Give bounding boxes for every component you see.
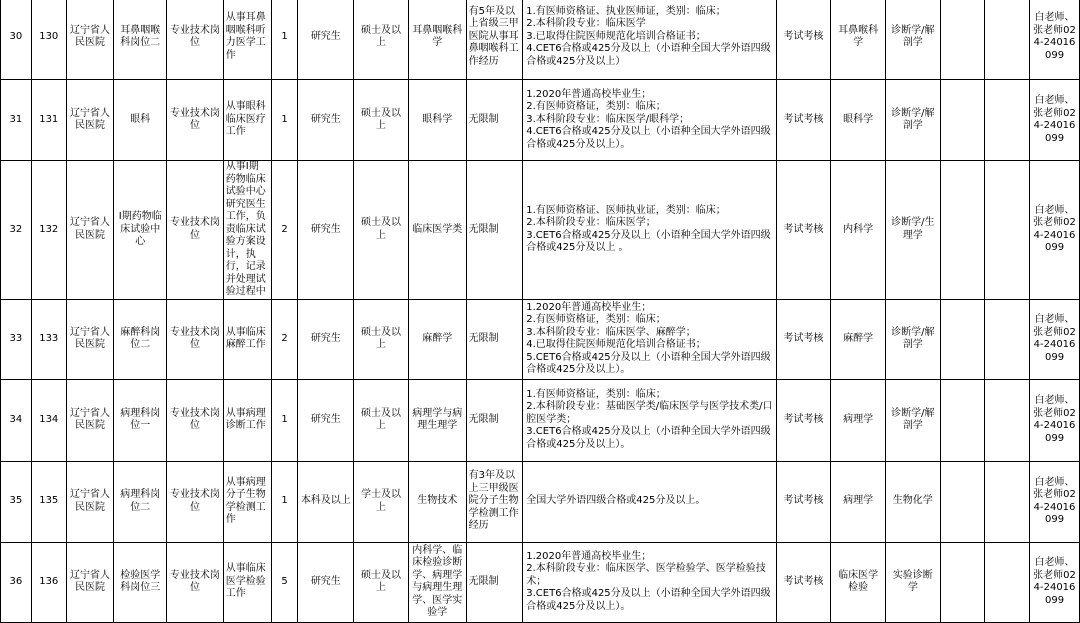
unit-cell: 辽宁省人民医院 — [66, 0, 114, 80]
duty-cell: 从事I期药物临床试验中心研究医生工作，负责临床试验方案设计，执行，记录并处理试验过程中 — [223, 161, 271, 300]
post-code-cell: 135 — [31, 461, 66, 542]
count-cell: 1 — [271, 0, 298, 80]
blank-cell — [940, 542, 985, 622]
degree-cell: 学士及以上 — [354, 461, 409, 542]
seq-cell: 36 — [1, 542, 32, 622]
post-category-cell: 专业技术岗位 — [167, 299, 224, 379]
degree-cell: 硕士及以上 — [354, 80, 409, 161]
requirement-line: 2.有医师资格证，类别：临床； — [526, 101, 666, 113]
table-row — [1, 542, 1080, 622]
requirements-cell — [523, 0, 776, 80]
blank-cell — [940, 299, 985, 379]
blank-cell — [985, 461, 1030, 542]
blank-cell — [985, 299, 1030, 379]
requirement-line: 1.有医师资格证、执业医师证，类别：临床； — [526, 5, 726, 17]
count-cell: 2 — [271, 161, 298, 300]
education-cell: 本科及以上 — [298, 461, 354, 542]
post-code-cell: 136 — [31, 542, 66, 622]
exam-category-cell: 诊断学/解剖学 — [885, 80, 940, 161]
requirement-line: 2.有医师资格证，类别：临床； — [526, 314, 666, 325]
requirement-line: 3.本科阶段专业：临床医学、麻醉学； — [526, 326, 696, 338]
experience-cell: 无限制 — [466, 542, 523, 622]
table-row — [1, 161, 1080, 300]
count-cell: 1 — [271, 379, 298, 461]
post-code-cell: 132 — [31, 161, 66, 300]
duty-cell: 从事临床麻醉工作 — [223, 299, 271, 379]
post-category-cell: 专业技术岗位 — [167, 161, 224, 300]
unit-cell: 辽宁省人民医院 — [66, 542, 114, 622]
exam-method-cell: 考试考核 — [776, 542, 831, 622]
blank-cell — [940, 0, 985, 80]
table-row — [1, 0, 1080, 80]
requirements-cell — [523, 542, 776, 622]
education-cell: 研究生 — [298, 0, 354, 80]
exam-subject-cell: 眼科学 — [831, 80, 886, 161]
exam-category-cell: 诊断学/生理学 — [885, 161, 940, 300]
blank-cell — [985, 542, 1030, 622]
requirement-line: 2.本科阶段专业：临床医学； — [526, 217, 656, 229]
contact-cell: 白老师、张老师024-24016099 — [1030, 299, 1080, 379]
experience-cell: 无限制 — [466, 299, 523, 379]
duty-cell: 从事病理分子生物学检测工作 — [223, 461, 271, 542]
seq-cell: 32 — [1, 161, 32, 300]
post-category-cell: 专业技术岗位 — [167, 379, 224, 461]
exam-method-cell: 考试考核 — [776, 0, 831, 80]
seq-cell: 33 — [1, 299, 32, 379]
education-cell: 研究生 — [298, 80, 354, 161]
seq-cell: 34 — [1, 379, 32, 461]
degree-cell: 硕士及以上 — [354, 379, 409, 461]
education-cell: 研究生 — [298, 161, 354, 300]
requirement-line: 1.有医师资格证，类别：临床； — [526, 388, 666, 400]
major-cell: 生物技术 — [408, 461, 466, 542]
requirements-cell — [523, 379, 776, 461]
post-name-cell: 病理科岗位二 — [114, 461, 167, 542]
degree-cell: 硕士及以上 — [354, 161, 409, 300]
post-category-cell: 专业技术岗位 — [167, 0, 224, 80]
exam-category-cell: 实验诊断学 — [885, 542, 940, 622]
post-category-cell: 专业技术岗位 — [167, 80, 224, 161]
count-cell: 1 — [271, 461, 298, 542]
requirements-cell — [523, 299, 776, 379]
post-code-cell: 134 — [31, 379, 66, 461]
contact-cell: 白老师、张老师024-24016099 — [1030, 80, 1080, 161]
post-category-cell: 专业技术岗位 — [167, 461, 224, 542]
seq-cell: 30 — [1, 0, 32, 80]
contact-cell: 白老师、张老师024-24016099 — [1030, 161, 1080, 300]
post-code-cell: 133 — [31, 299, 66, 379]
contact-cell: 白老师、张老师024-24016099 — [1030, 461, 1080, 542]
major-cell: 眼科学 — [408, 80, 466, 161]
post-name-cell: I期药物临床试验中心 — [114, 161, 167, 300]
exam-category-cell: 诊断学/解剖学 — [885, 299, 940, 379]
contact-cell: 白老师、张老师024-24016099 — [1030, 0, 1080, 80]
experience-cell: 无限制 — [466, 80, 523, 161]
blank-cell — [985, 379, 1030, 461]
major-cell: 耳鼻咽喉科学 — [408, 0, 466, 80]
post-code-cell: 130 — [31, 0, 66, 80]
major-cell: 麻醉学 — [408, 299, 466, 379]
exam-subject-cell: 临床医学检验 — [831, 542, 886, 622]
requirement-line: 2.本科阶段专业：临床医学、医学检验学、医学检验技术； — [526, 563, 766, 587]
requirement-line: 3.CET6合格或425分及以上（小语种全国大学外语四级合格或425分及以上 。 — [526, 229, 771, 254]
major-cell: 内科学、临床检验诊断学、病理学与病理生理学、医学实验学 — [408, 542, 466, 622]
exam-subject-cell: 内科学 — [831, 161, 886, 300]
requirement-line: 3.CET6合格或425分及以上（小语种全国大学外语四级合格或425分及以上）。 — [526, 588, 771, 612]
unit-cell: 辽宁省人民医院 — [66, 379, 114, 461]
major-cell: 临床医学类 — [408, 161, 466, 300]
seq-cell: 31 — [1, 80, 32, 161]
exam-method-cell: 考试考核 — [776, 161, 831, 300]
duty-cell: 从事临床医学检验工作 — [223, 542, 271, 622]
unit-cell: 辽宁省人民医院 — [66, 161, 114, 300]
exam-subject-cell: 病理学 — [831, 461, 886, 542]
requirement-line: 4.CET6合格或425分及以上（小语种全国大学外语四级合格或425分及以上）。 — [526, 126, 771, 150]
blank-cell — [940, 161, 985, 300]
degree-cell: 硕士及以上 — [354, 542, 409, 622]
experience-cell: 无限制 — [466, 161, 523, 300]
blank-cell — [940, 379, 985, 461]
post-name-cell: 病理科岗位一 — [114, 379, 167, 461]
table-row — [1, 299, 1080, 379]
exam-method-cell: 考试考核 — [776, 379, 831, 461]
unit-cell: 辽宁省人民医院 — [66, 299, 114, 379]
duty-cell: 从事耳鼻咽喉科听力医学工作 — [223, 0, 271, 80]
blank-cell — [940, 80, 985, 161]
requirement-line: 5.CET6合格或425分及以上（小语种全国大学外语四级合格或425分及以上）。 — [526, 351, 771, 375]
post-name-cell: 麻醉科岗位二 — [114, 299, 167, 379]
experience-cell: 有3年及以上三甲级医院分子生物学检测工作经历 — [466, 461, 523, 542]
requirement-line: 3.本科阶段专业：临床医学/眼科学； — [526, 113, 690, 125]
requirement-line: 4.已取得住院医师规范化培训合格证书； — [526, 339, 706, 350]
exam-category-cell: 生物化学 — [885, 461, 940, 542]
requirements-cell — [523, 161, 776, 300]
requirement-line: 1.有医师资格证、医师执业证，类别：临床； — [526, 204, 726, 216]
contact-cell: 白老师、张老师024-24016099 — [1030, 379, 1080, 461]
count-cell: 2 — [271, 299, 298, 379]
contact-cell: 白老师、张老师024-24016099 — [1030, 542, 1080, 622]
exam-method-cell: 考试考核 — [776, 299, 831, 379]
exam-category-cell: 诊断学/解剖学 — [885, 0, 940, 80]
requirements-cell — [523, 461, 776, 542]
post-name-cell: 眼科 — [114, 80, 167, 161]
degree-cell: 硕士及以上 — [354, 0, 409, 80]
requirement-line: 2.本科阶段专业：基础医学类/临床医学与医学技术类/口腔医学类； — [526, 401, 773, 425]
experience-cell: 有5年及以上省级三甲医院从事耳鼻咽喉科工作经历 — [466, 0, 523, 80]
post-name-cell: 耳鼻咽喉科岗位二 — [114, 0, 167, 80]
blank-cell — [985, 161, 1030, 300]
count-cell: 1 — [271, 80, 298, 161]
count-cell: 5 — [271, 542, 298, 622]
requirement-line: 3.已取得住院医师规范化培训合格证书； — [526, 30, 706, 42]
exam-method-cell: 考试考核 — [776, 461, 831, 542]
requirement-line: 3.CET6合格或425分及以上（小语种全国大学外语四级合格或425分及以上）。 — [526, 426, 771, 450]
requirement-line: 1.2020年普通高校毕业生； — [526, 550, 652, 562]
requirement-line: 2.本科阶段专业：临床医学 — [526, 18, 646, 30]
exam-method-cell: 考试考核 — [776, 80, 831, 161]
requirement-line: 全国大学外语四级合格或425分及以上。 — [526, 495, 706, 507]
requirements-cell — [523, 80, 776, 161]
unit-cell: 辽宁省人民医院 — [66, 80, 114, 161]
blank-cell — [985, 0, 1030, 80]
education-cell: 研究生 — [298, 542, 354, 622]
duty-cell: 从事眼科临床医疗工作 — [223, 80, 271, 161]
unit-cell: 辽宁省人民医院 — [66, 461, 114, 542]
post-name-cell: 检验医学科岗位三 — [114, 542, 167, 622]
major-cell: 病理学与病理生理学 — [408, 379, 466, 461]
exam-category-cell: 诊断学/解剖学 — [885, 379, 940, 461]
duty-cell: 从事病理诊断工作 — [223, 379, 271, 461]
degree-cell: 硕士及以上 — [354, 299, 409, 379]
exam-subject-cell: 麻醉学 — [831, 299, 886, 379]
post-code-cell: 131 — [31, 80, 66, 161]
requirement-line: 1.2020年普通高校毕业生； — [526, 301, 652, 313]
seq-cell: 35 — [1, 461, 32, 542]
education-cell: 研究生 — [298, 299, 354, 379]
exam-subject-cell: 病理学 — [831, 379, 886, 461]
education-cell: 研究生 — [298, 379, 354, 461]
table-row — [1, 461, 1080, 542]
requirement-line: 1.2020年普通高校毕业生； — [526, 88, 652, 100]
table-row — [1, 80, 1080, 161]
blank-cell — [985, 80, 1030, 161]
requirement-line: 4.CET6合格或425分及以上（小语种全国大学外语四级合格或425分及以上） — [526, 43, 771, 67]
post-category-cell: 专业技术岗位 — [167, 542, 224, 622]
exam-subject-cell: 耳鼻喉科学 — [831, 0, 886, 80]
experience-cell: 无限制 — [466, 379, 523, 461]
blank-cell — [940, 461, 985, 542]
table-row — [1, 379, 1080, 461]
